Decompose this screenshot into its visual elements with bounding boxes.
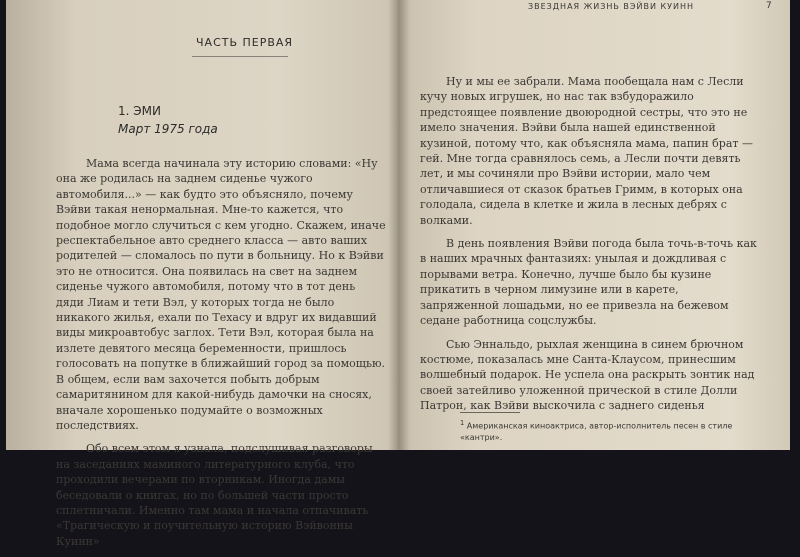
chapter-date: Март 1975 года <box>118 122 218 136</box>
left-page-body <box>56 156 386 557</box>
left-page <box>6 0 398 548</box>
footnote-marker: 1 <box>460 419 465 427</box>
footnote-text: Американская киноактриса, автор-исполнитель песен в стиле «кантри». <box>460 421 733 442</box>
running-head: ЗВЕЗДНАЯ ЖИЗНЬ ВЭЙВИ КУИНН <box>528 2 695 11</box>
footnote <box>460 418 760 443</box>
right-paragraph-1: Ну и мы ее забрали. Мама пообещала нам с Лесли кучу новых игрушек, но нас так взбудоражило предстоящее появление двоюродной сестры, что это не имело значения. Вэйви была нашей единственной кузиной, потому что, как объясняла мама, папин брат — гей. Мне тогда сравнялось семь, а Лесли почти девять лет, и мы сочиняли про Вэйви истории, мало чем отличавшиеся от сказок братьев Гримм, в которых она голодала, сидела в клетке и жила в лесных дебрях с волками. <box>420 75 753 227</box>
left-paragraph-2: Обо всем этом я узнала, подслушивая разговоры на заседаниях маминого литературного клуба, что проходили вечерами по вторникам. Иногда дамы беседовали о книгах, но по большей части просто сплетничали. Именно там мама и начала отпачивать «Трагическую и поучительную историю Вэйвонны Куинн» <box>56 442 373 548</box>
part-title-underline <box>192 56 288 57</box>
right-page-body <box>420 74 760 422</box>
right-paragraph-3: Сью Эннальдо, рыхлая женщина в синем брючном костюме, показалась мне Санта-Клаусом, принесшим волшебный подарок. Не успела она раскрыть зонтик над своей затейливо уложенной прической в стиле Долли Патрон, как Вэйви выскочила с заднего сиденья <box>420 337 755 413</box>
right-page <box>398 0 790 450</box>
part-title: ЧАСТЬ ПЕРВАЯ <box>196 36 294 49</box>
book-gutter <box>388 0 410 450</box>
page-number: 7 <box>766 1 772 11</box>
chapter-number: 1. ЭМИ <box>118 104 161 118</box>
right-paragraph-2: В день появления Вэйви погода была точь-в-точь как в наших мрачных фантазиях: унылая и дождливая с порывами ветра. Конечно, лучше было бы кузине прикатить в черном лимузине или в карете, запряженной лошадьми, но ее привезла на бежевом седане работница соцслужбы. <box>420 237 757 328</box>
footnote-rule <box>460 412 520 413</box>
left-paragraph-1: Мама всегда начинала эту историю словами: «Ну она же родилась на заднем сиденье чужого автомобиля...» — как будто это объясняло, почему Вэйви такая ненормальная. Мне-то кажется, что подобное могло случиться с кем угодно. Скажем, иначе респектабельное авто среднего класса — авто ваших родителей — сломалось по пути в больницу. Но к Вэйви это не относится. Она появилась на свет на заднем сиденье чужого автомобиля, потому что в тот день дяди Лиам и тети Вэл, у которых тогда не было никакого жилья, ехали по Техасу и вдруг их видавший виды микроавтобус заглох. Тети Вэл, которая была на излете девятого месяца беременности, пришлось голосовать на попутке в ближайший город за помощью. В общем, если вам захочется побыть добрым самаритянином для какой-нибудь дамочки на сносях, вначале хорошенько подумайте о возможных последствиях. <box>56 157 386 432</box>
